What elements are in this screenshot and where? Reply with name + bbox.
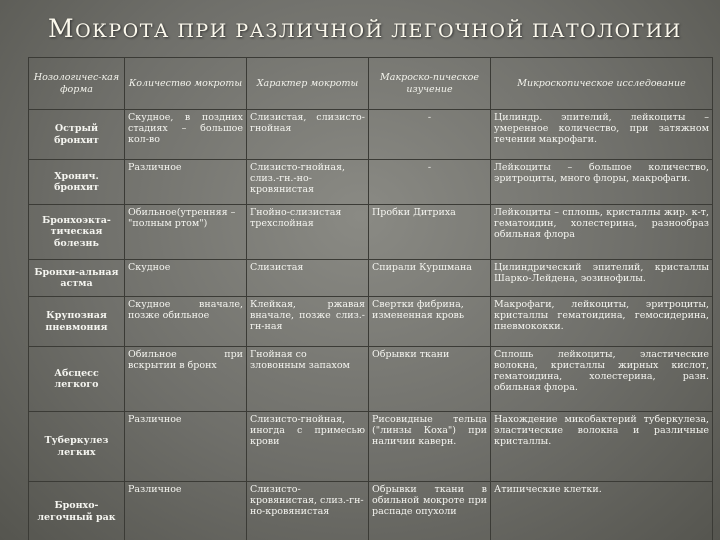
cell-macro: Свертки фибрина, измененная кровь: [369, 297, 491, 347]
table-row: [29, 412, 713, 482]
table-row: [29, 297, 713, 347]
cell-macro: -: [369, 160, 491, 205]
header-form: Нозологичес-кая форма: [29, 58, 125, 110]
cell-micro: Лейкоциты – большое количество, эритроциты, много флоры, макрофаги.: [491, 160, 713, 205]
cell-micro: Цилиндрический эпителий, кристаллы Шарко-Лейдена, эозинофилы.: [491, 260, 713, 297]
cell-form: Туберкулез легких: [29, 412, 125, 482]
cell-micro: Сплошь лейкоциты, эластические волокна, кристаллы жирных кислот, гематоидина, холестерина, разн. обильная флора.: [491, 347, 713, 412]
cell-character: Слизистая: [247, 260, 369, 297]
cell-character: Слизистая, слизисто-гнойная: [247, 110, 369, 160]
page-title: [48, 14, 698, 50]
header-macro: Макроско-пическое изучение: [369, 58, 491, 110]
cell-character: Клейкая, ржавая вначале, позже слиз.-гн-ная: [247, 297, 369, 347]
table-row: [29, 260, 713, 297]
cell-character: Слизисто-гнойная, слиз.-гн.-но-кровянистая: [247, 160, 369, 205]
cell-macro: Обрывки ткани: [369, 347, 491, 412]
cell-amount: Различное: [125, 412, 247, 482]
cell-form: Бронхи-альная астма: [29, 260, 125, 297]
cell-macro: Рисовидные тельца ("линзы Коха") при наличии каверн.: [369, 412, 491, 482]
cell-micro: Цилиндр. эпителий, лейкоциты – умеренное количество, при затяжном течении макрофаги.: [491, 110, 713, 160]
cell-macro: Пробки Дитриха: [369, 205, 491, 260]
cell-character: Слизисто-кровянистая, слиз.-гн-но-кровянистая: [247, 482, 369, 540]
cell-character: Гнойно-слизистая трехслойная: [247, 205, 369, 260]
cell-amount: Обильное(утренняя – "полным ртом"): [125, 205, 247, 260]
table-row: [29, 110, 713, 160]
header-micro: Микроскопическое исследование: [491, 58, 713, 110]
cell-form: Крупозная пневмония: [29, 297, 125, 347]
table-header-row: [29, 58, 713, 110]
cell-amount: Скудное вначале, позже обильное: [125, 297, 247, 347]
cell-micro: Макрофаги, лейкоциты, эритроциты, кристаллы гематоидина, гемосидерина, пневмококки.: [491, 297, 713, 347]
table-row: [29, 205, 713, 260]
header-amount: Количество мокроты: [125, 58, 247, 110]
cell-form: Хронич. бронхит: [29, 160, 125, 205]
cell-amount: Скудное: [125, 260, 247, 297]
cell-micro: Лейкоциты – сплошь, кристаллы жир. к-т, гематоидин, холестерина, разнообраз обильная флора: [491, 205, 713, 260]
cell-character: Гнойная со зловонным запахом: [247, 347, 369, 412]
header-character: Характер мокроты: [247, 58, 369, 110]
cell-macro: Обрывки ткани в обильной мокроте при распаде опухоли: [369, 482, 491, 540]
cell-form: Бронхо-легочный рак: [29, 482, 125, 540]
title-initial: М: [48, 14, 76, 43]
cell-macro: Спирали Куршмана: [369, 260, 491, 297]
cell-amount: Различное: [125, 482, 247, 540]
cell-form: Острый бронхит: [29, 110, 125, 160]
cell-macro: -: [369, 110, 491, 160]
title-rest: ОКРОТА ПРИ РАЗЛИЧНОЙ ЛЕГОЧНОЙ ПАТОЛОГИИ: [75, 20, 682, 42]
cell-micro: Нахождение микобактерий туберкулеза, эластические волокна и различные кристаллы.: [491, 412, 713, 482]
cell-amount: Обильное при вскрытии в бронх: [125, 347, 247, 412]
cell-amount: Различное: [125, 160, 247, 205]
table-row: [29, 347, 713, 412]
cell-micro: Атипические клетки.: [491, 482, 713, 540]
cell-form: Абсцесс легкого: [29, 347, 125, 412]
cell-form: Бронхоэкта-тическая болезнь: [29, 205, 125, 260]
table-row: [29, 160, 713, 205]
sputum-table: [28, 57, 713, 540]
cell-amount: Скудное, в поздних стадиях – большое кол-во: [125, 110, 247, 160]
table-row: [29, 482, 713, 540]
cell-character: Слизисто-гнойная, иногда с примесью крови: [247, 412, 369, 482]
